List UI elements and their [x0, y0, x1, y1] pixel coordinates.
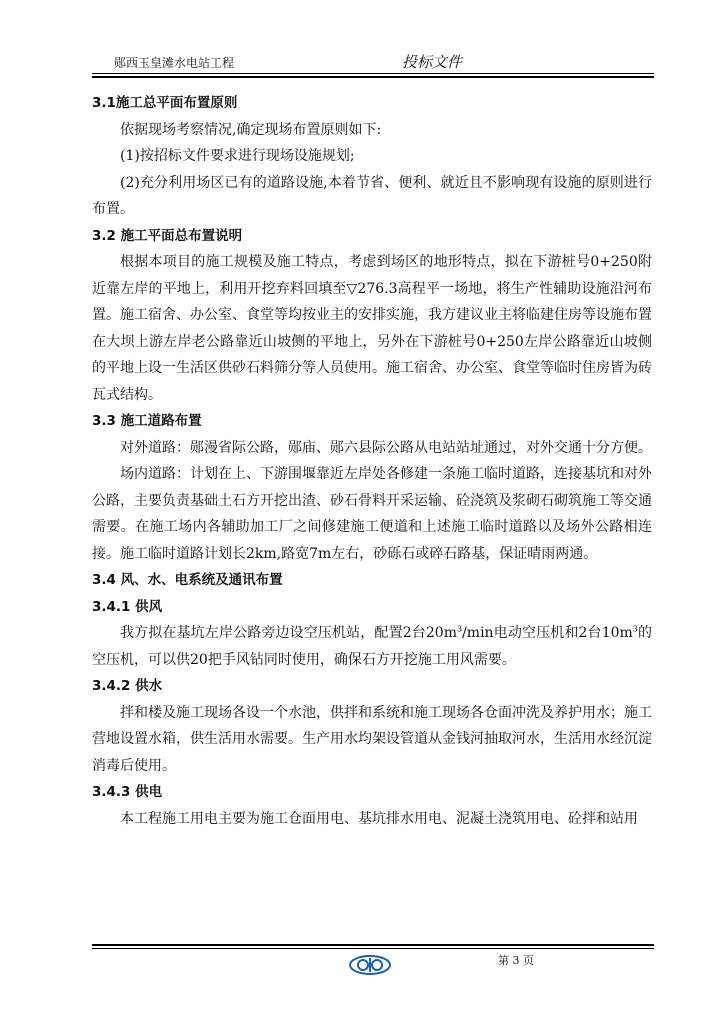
section-3-2-para-1: 根据本项目的施工规模及施工特点，考虑到场区的地形特点，拟在下游桩号0+250附近靠左岸的平地上，利用开挖弃料回填至▽276.3高程平一场地，将生产性辅助设施沿河布置。施工宿舍、办公室、食堂等均按业主的安排实施，我方建议业主将临建住房等设施布置在大坝上游左岸老公路靠近山坡侧的平地上，另外在下游桩号0+250左岸公路靠近山坡侧的平地上设一生活区供砂石料筛分等人员使用。施工宿舍、办公室、食堂等临时住房皆为砖瓦式结构。 — [92, 254, 652, 403]
footer-rule — [92, 948, 654, 949]
section-3-4-2-para: 拌和楼及施工现场各设一个水池，供拌和系统和施工现场各仓面冲洗及养护用水；施工营地设置水箱，供生活用水需要。生产用水均架设管道从金钱河抽取河水，生活用水经沉淀消毒后使用。 — [92, 704, 652, 774]
footer-rule-thick — [92, 944, 654, 946]
section-3-1-para-2: (1)按招标文件要求进行现场设施规划; — [120, 148, 355, 164]
section-3-3-title: 3.3 施工道路布置 — [92, 413, 202, 429]
section-3-1-title: 3.1施工总平面布置原则 — [92, 95, 238, 111]
header-rule — [92, 73, 654, 74]
header-rule-thick — [92, 76, 654, 78]
cubic-superscript-2: 3 — [632, 624, 638, 634]
document-body — [92, 90, 652, 832]
section-3-4-title: 3.4 风、水、电系统及通讯布置 — [92, 572, 283, 588]
air-supply-text-a: 我方拟在基坑左岸公路旁边设空压机站，配置2台20m — [120, 625, 457, 641]
air-supply-text-b: /min电动空压机和2台10m — [462, 625, 633, 641]
section-3-4-2-title: 3.4.2 供水 — [92, 678, 163, 694]
company-logo-icon — [349, 955, 391, 979]
section-3-4-1-title: 3.4.1 供风 — [92, 598, 163, 615]
air-supply-text-c: 的空压机，可以供20把手风钻同时使用，确保石方开挖施工用风需要。 — [92, 625, 653, 668]
header-doc-type: 投标文件 — [402, 53, 463, 71]
cubic-superscript-1: 3 — [456, 624, 463, 634]
section-3-4-3-para: 本工程施工用电主要为施工仓面用电、基坑排水用电、泥凝土浇筑用电、砼拌和站用 — [120, 810, 638, 827]
section-3-4-3-title: 3.4.3 供电 — [92, 784, 163, 800]
section-3-1-para-1: 依据现场考察情况,确定现场布置原则如下: — [120, 121, 382, 138]
page-number: 第 3 页 — [498, 954, 534, 967]
section-3-1-para-3: (2)充分利用场区已有的道路设施,本着节省、便利、就近且不影响现有设施的原则进行布置。 — [92, 174, 652, 217]
section-3-3-para-2: 场内道路：计划在上、下游围堰靠近左岸处各修建一条施工临时道路，连接基坑和对外公路，主要负责基础土石方开挖出渣、砂石骨料开采运输、砼浇筑及浆砌石砌筑施工等交通需要。在施工场内各辅助加工厂之间修建施工便道和上述施工临时道路以及场外公路相连接。施工临时道路计划长2km,路宽7m左右，砂砾石或碎石路基，保证晴雨两通。 — [92, 466, 652, 562]
header-project-name: 郧西玉皇滩水电站工程 — [114, 56, 235, 70]
section-3-4-1-para — [92, 620, 652, 673]
section-3-2-title: 3.2 施工平面总布置说明 — [92, 227, 243, 244]
section-3-3-para-1: 对外道路：郧漫省际公路，郧庙、郧六县际公路从电站站址通过，对外交通十分方便。 — [120, 439, 652, 456]
